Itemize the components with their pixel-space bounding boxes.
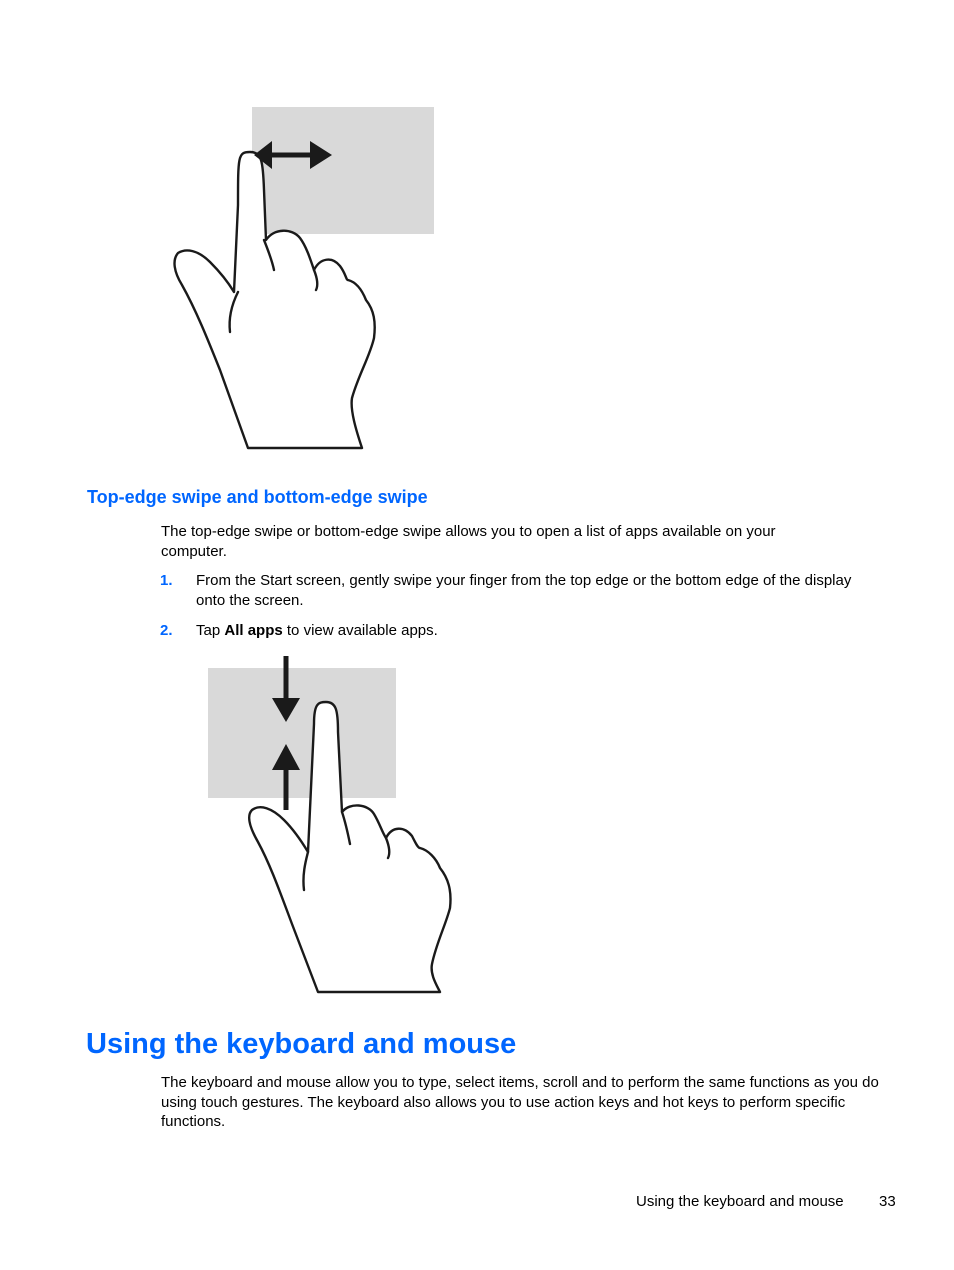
- section-heading: Top-edge swipe and bottom-edge swipe: [87, 487, 428, 507]
- all-apps-label: All apps: [224, 622, 283, 639]
- edge-swipe-illustration: [160, 100, 450, 460]
- step-1-number: 1.: [160, 572, 173, 589]
- touch-screen-area: [208, 668, 396, 798]
- step-2-number: 2.: [160, 622, 173, 639]
- main-heading: Using the keyboard and mouse: [86, 1028, 517, 1060]
- step-1-text: From the Start screen, gently swipe your finger from the top edge or the bottom edge of the display onto the screen.: [196, 572, 852, 609]
- page-number: 33: [879, 1193, 896, 1210]
- step-2-text: Tap All apps to view available apps.: [196, 622, 438, 639]
- touch-screen-area: [252, 107, 434, 234]
- section-intro: The top-edge swipe or bottom-edge swipe allows you to open a list of apps available on your computer.: [161, 523, 776, 560]
- main-body: The keyboard and mouse allow you to type, select items, scroll and to perform the same functions as you do using touch gestures. The keyboard also allows you to use action keys and hot keys to perform specific functions.: [161, 1074, 879, 1130]
- footer-chapter: Using the keyboard and mouse: [636, 1193, 844, 1210]
- top-bottom-swipe-illustration: [200, 652, 480, 1002]
